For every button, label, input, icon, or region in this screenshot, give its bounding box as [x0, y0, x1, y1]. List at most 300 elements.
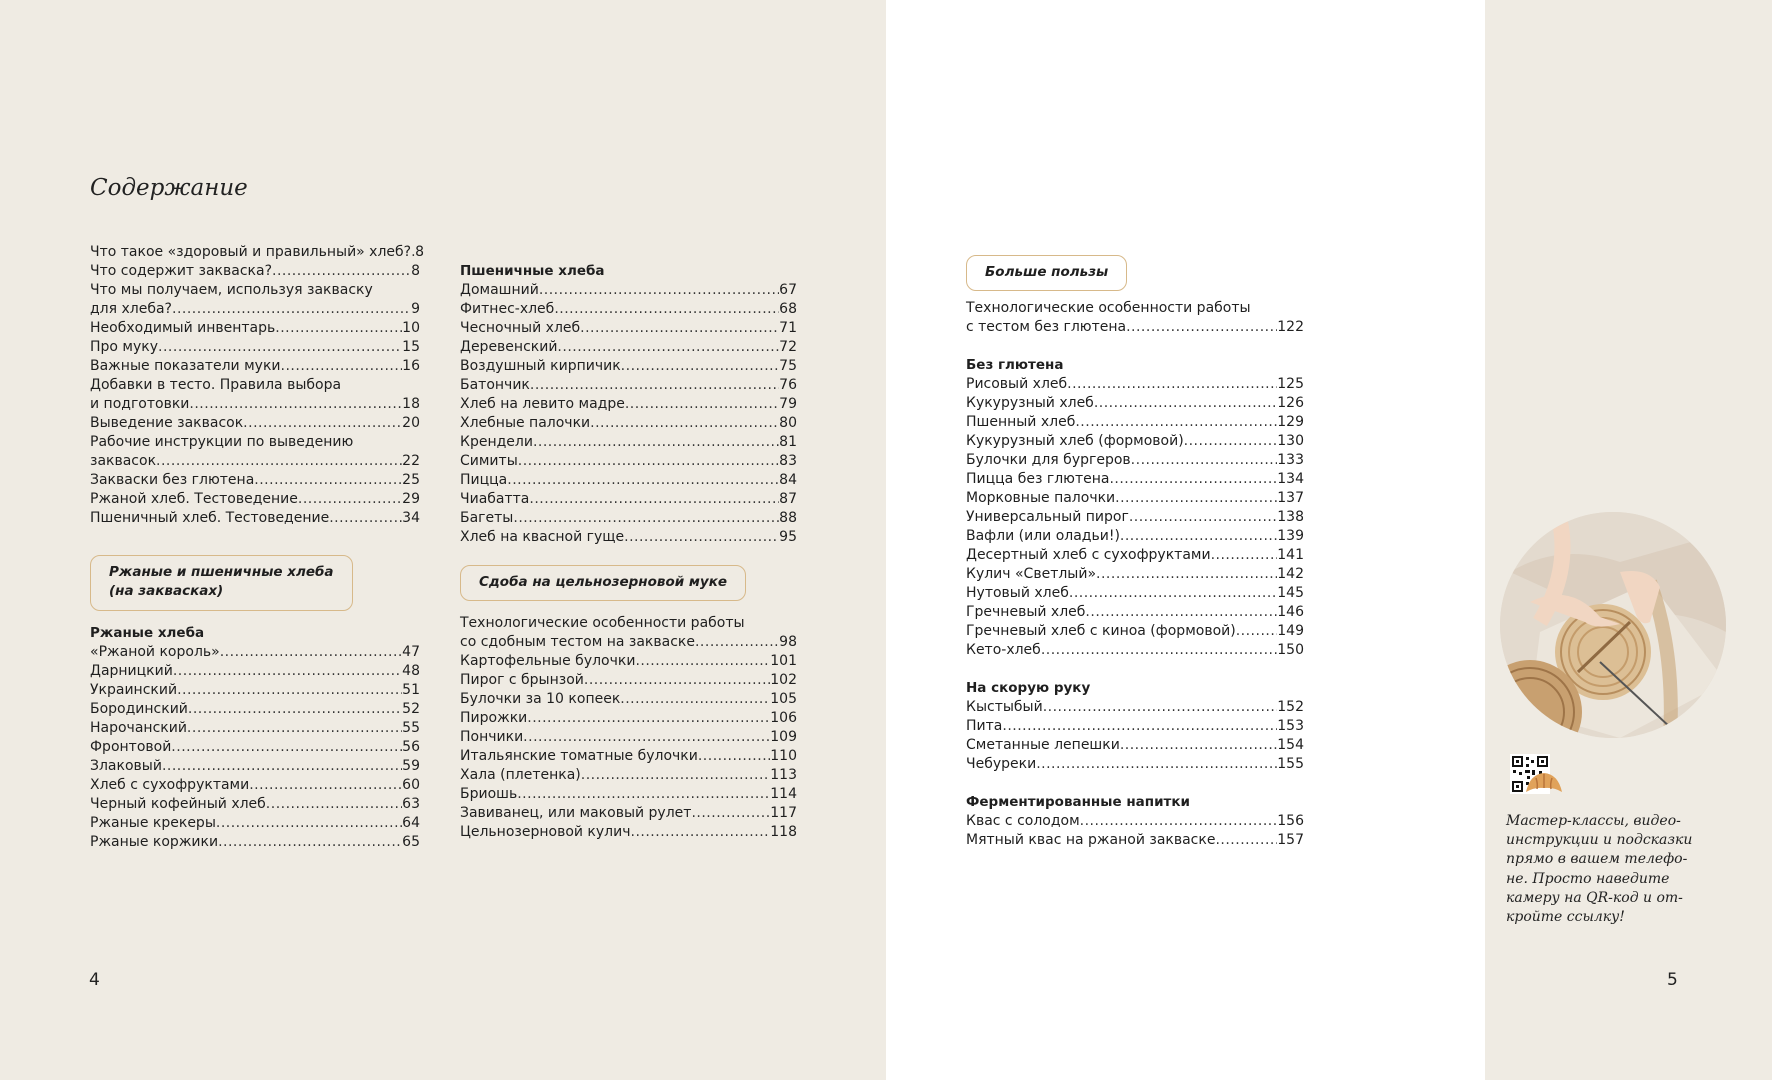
- toc-entry: [460, 804, 797, 823]
- toc-entry-title: Пирожки: [460, 710, 528, 726]
- section-heading-wheat: Пшеничные хлеба: [460, 263, 605, 279]
- toc-entry: [90, 243, 425, 262]
- toc-entry: [90, 662, 420, 681]
- toc-entry-title: Булочки для бургеров: [966, 452, 1131, 468]
- toc-entry-page: 125: [1277, 376, 1304, 392]
- toc-entry-title: Ржаные коржики: [90, 834, 219, 850]
- toc-entry-title: Фронтовой: [90, 739, 172, 755]
- toc-entry-page: 150: [1277, 642, 1304, 658]
- toc-entry: [966, 736, 1304, 755]
- note-line: кройте ссылку!: [1506, 909, 1625, 926]
- toc-entry-title: Крендели: [460, 434, 533, 450]
- toc-dot-leader: [177, 681, 402, 700]
- toc-entry-title: Чиабатта: [460, 491, 530, 507]
- toc-entry-title: Пончики: [460, 729, 524, 745]
- note-line: не. Просто наведите: [1506, 870, 1670, 887]
- toc-entry-page: 102: [770, 672, 797, 688]
- page-number-left: 4: [89, 970, 100, 990]
- toc-dot-leader: [216, 814, 402, 833]
- toc-entry-title: Гречневый хлеб: [966, 604, 1086, 620]
- toc-entry-page: 64: [402, 815, 420, 831]
- toc-dot-leader: [1184, 432, 1278, 451]
- toc-entry-title: Злаковый: [90, 758, 162, 774]
- toc-entry: [90, 643, 420, 662]
- toc-entry-title: Фитнес-хлеб: [460, 301, 555, 317]
- toc-entry: [460, 823, 797, 842]
- toc-entry-title: Кулич «Светлый»: [966, 566, 1097, 582]
- toc-entry-title: Завиванец, или маковый рулет: [460, 805, 692, 821]
- toc-entry-title: Выведение заквасок: [90, 415, 244, 431]
- toc-entry-page: 137: [1277, 490, 1304, 506]
- toc-entry-page: 134: [1277, 471, 1304, 487]
- toc-entry-page: 157: [1277, 832, 1304, 848]
- toc-dot-leader: [1109, 470, 1277, 489]
- toc-entry-title: Универсальный пирог: [966, 509, 1129, 525]
- toc-entry-page: 110: [770, 748, 797, 764]
- toc-entry: [460, 395, 797, 414]
- toc-entry-title: Хала (плетенка): [460, 767, 581, 783]
- toc-entry-page: 55: [402, 720, 420, 736]
- toc-entry: [460, 414, 797, 433]
- toc-entry-page: 154: [1277, 737, 1304, 753]
- toc-entry: [966, 375, 1304, 394]
- section-heading: Ферментированные напитки: [966, 794, 1190, 810]
- toc-entry-title: Хлебные палочки: [460, 415, 591, 431]
- toc-entry-title: Украинский: [90, 682, 178, 698]
- toc-dot-leader: [1036, 755, 1277, 774]
- toc-entry-page: 130: [1277, 433, 1304, 449]
- toc-entry-page: 60: [402, 777, 420, 793]
- toc-dot-leader: [158, 338, 402, 357]
- toc-entry: [966, 622, 1304, 641]
- toc-entry-title: Что содержит закваска?: [90, 263, 272, 279]
- toc-entry-page: 15: [402, 339, 420, 355]
- toc-entry-title: Хлеб с сухофруктами: [90, 777, 250, 793]
- toc-entry: [90, 490, 420, 509]
- toc-entry: [966, 831, 1304, 850]
- toc-dot-leader: [187, 719, 402, 738]
- toc-column-2: [460, 262, 797, 842]
- toc-dot-leader: [523, 728, 770, 747]
- toc-entry-title: Сметанные лепешки: [966, 737, 1120, 753]
- toc-entry: [966, 413, 1304, 432]
- toc-entry: [90, 833, 420, 852]
- toc-entry-page: 67: [779, 282, 797, 298]
- toc-entry: [90, 452, 420, 471]
- toc-entry-title: Кукурузный хлеб: [966, 395, 1094, 411]
- toc-entry-page: 22: [402, 453, 420, 469]
- toc-entry-title: Чебуреки: [966, 756, 1037, 772]
- toc-entry-page: 16: [402, 358, 420, 374]
- croissant-icon: [1524, 770, 1564, 796]
- toc-entry: [90, 776, 420, 795]
- toc-entry-title: Необходимый инвентарь: [90, 320, 276, 336]
- toc-entry: [90, 395, 420, 414]
- toc-entry: [966, 508, 1304, 527]
- toc-dot-leader: [507, 471, 779, 490]
- toc-dot-leader: [533, 433, 779, 452]
- toc-entry-page: 95: [779, 529, 797, 545]
- toc-entry-page: 79: [779, 396, 797, 412]
- toc-entry-title: Итальянские томатные булочки: [460, 748, 698, 764]
- toc-dot-leader: [1215, 831, 1277, 850]
- section-pill-sdoba: Сдоба на цельнозерновой муке: [460, 565, 746, 601]
- toc-entry: [966, 451, 1304, 470]
- toc-dot-leader: [275, 319, 402, 338]
- toc-entry: [460, 528, 797, 547]
- toc-dot-leader: [243, 414, 402, 433]
- toc-entry: [966, 812, 1304, 831]
- toc-entry-title: Пшенный хлеб: [966, 414, 1076, 430]
- toc-dot-leader: [266, 795, 402, 814]
- toc-dot-leader: [1002, 717, 1277, 736]
- toc-dot-leader: [1211, 546, 1278, 565]
- toc-entry: [966, 470, 1304, 489]
- toc-entry-title: Нутовый хлеб: [966, 585, 1069, 601]
- toc-entry-title: Домашний: [460, 282, 539, 298]
- section-pill-line-1: Ржаные и пшеничные хлеба: [109, 564, 334, 580]
- toc-dot-leader: [530, 376, 779, 395]
- toc-entry-title: Пицца без глютена: [966, 471, 1110, 487]
- toc-entry: [90, 700, 420, 719]
- toc-entry-title: Пшеничный хлеб. Тестоведение: [90, 510, 330, 526]
- page-title: Содержание: [90, 175, 248, 201]
- toc-entry: [966, 489, 1304, 508]
- section-heading-rye: Ржаные хлеба: [90, 625, 205, 641]
- note-line: Мастер-классы, видео-: [1506, 813, 1681, 829]
- toc-dot-leader: [1096, 565, 1277, 584]
- toc-entry-title: Картофельные булочки: [460, 653, 636, 669]
- toc-entry-page: 145: [1277, 585, 1304, 601]
- toc-entry-page: 52: [402, 701, 420, 717]
- toc-entry: [460, 785, 797, 804]
- toc-dot-leader: [1094, 394, 1277, 413]
- toc-entry-title: Про муку: [90, 339, 159, 355]
- toc-dot-leader: [281, 357, 403, 376]
- toc-entry-page: 68: [779, 301, 797, 317]
- toc-entry-title: Вафли (или оладьи!): [966, 528, 1120, 544]
- toc-entry-title: Черный кофейный хлеб: [90, 796, 266, 812]
- toc-entry-page: 25: [402, 472, 420, 488]
- toc-entry: [966, 432, 1304, 451]
- toc-entry: [966, 641, 1304, 660]
- toc-entry-title: Рисовый хлеб: [966, 376, 1068, 392]
- toc-entry: [460, 471, 797, 490]
- toc-entry-page: 80: [779, 415, 797, 431]
- toc-dot-leader: [220, 643, 402, 662]
- toc-entry: [460, 509, 797, 528]
- toc-entry-page: 83: [779, 453, 797, 469]
- toc-entry-page: 129: [1277, 414, 1304, 430]
- toc-entry: [90, 814, 420, 833]
- toc-entry-title: Бриошь: [460, 786, 518, 802]
- toc-entry-page: 139: [1277, 528, 1304, 544]
- toc-entry-page: 109: [770, 729, 797, 745]
- toc-dot-leader: [162, 757, 402, 776]
- note-line: прямо в вашем телефо-: [1506, 851, 1688, 868]
- toc-dot-leader: [1120, 527, 1277, 546]
- toc-entry-title: Симиты: [460, 453, 518, 469]
- toc-entry-page: 20: [402, 415, 420, 431]
- toc-entry-title: для хлеба?: [90, 301, 172, 317]
- toc-entry-page: 156: [1277, 813, 1304, 829]
- toc-dot-leader: [529, 490, 779, 509]
- toc-entry-page: 106: [770, 710, 797, 726]
- toc-entry-page: 65: [402, 834, 420, 850]
- toc-entry: [966, 717, 1304, 736]
- section-spacer: [966, 660, 1304, 679]
- toc-dot-leader: [698, 747, 770, 766]
- toc-entry-title: Хлеб на квасной гуще: [460, 529, 625, 545]
- toc-dot-leader: [518, 452, 779, 471]
- toc-entry: [966, 318, 1304, 337]
- toc-entry: [460, 376, 797, 395]
- toc-entry-page: 10: [402, 320, 420, 336]
- toc-entry: [90, 414, 420, 433]
- toc-entry-title: Закваски без глютена: [90, 472, 255, 488]
- toc-entry: [966, 584, 1304, 603]
- toc-dot-leader: [1129, 508, 1277, 527]
- toc-dot-leader: [527, 709, 770, 728]
- toc-dot-leader: [173, 662, 402, 681]
- section-heading: Без глютена: [966, 357, 1064, 373]
- toc-entry-page: 47: [402, 644, 420, 660]
- toc-dot-leader: [1041, 641, 1277, 660]
- toc-entry: [460, 747, 797, 766]
- toc-entry-title: заквасок: [90, 453, 157, 469]
- toc-entry-page: 87: [779, 491, 797, 507]
- toc-entry-page: 142: [1277, 566, 1304, 582]
- toc-dot-leader: [298, 490, 402, 509]
- toc-entry: [90, 262, 420, 281]
- toc-entry-title: Мятный квас на ржаной закваске: [966, 832, 1216, 848]
- toc-entry-page: 149: [1277, 623, 1304, 639]
- toc-entry: [90, 471, 420, 490]
- toc-entry-text: Добавки в тесто. Правила выбора: [90, 377, 342, 393]
- toc-dot-leader: [513, 509, 779, 528]
- toc-entry: [90, 719, 420, 738]
- toc-entry: [90, 795, 420, 814]
- toc-dot-leader: [1067, 375, 1277, 394]
- toc-entry-title: «Ржаной король»: [90, 644, 220, 660]
- toc-entry-title: Деревенский: [460, 339, 558, 355]
- toc-dot-leader: [624, 528, 779, 547]
- toc-entry: [460, 690, 797, 709]
- toc-entry-page: 51: [402, 682, 420, 698]
- toc-entry-page: 146: [1277, 604, 1304, 620]
- toc-entry-page: 153: [1277, 718, 1304, 734]
- toc-entry: [966, 527, 1304, 546]
- toc-dot-leader: [188, 700, 402, 719]
- toc-dot-leader: [631, 823, 771, 842]
- toc-dot-leader: [249, 776, 402, 795]
- toc-dot-leader: [584, 671, 770, 690]
- toc-entry: [90, 757, 420, 776]
- toc-entry-page: 152: [1277, 699, 1304, 715]
- toc-dot-leader: [625, 395, 779, 414]
- toc-entry-page: 48: [402, 663, 420, 679]
- toc-entry-title: Батончик: [460, 377, 530, 393]
- toc-dot-leader: [539, 281, 779, 300]
- toc-dot-leader: [621, 357, 780, 376]
- toc-dot-leader: [557, 338, 779, 357]
- toc-entry-title: Гречневый хлеб с киноа (формовой): [966, 623, 1236, 639]
- toc-entry-title: Пита: [966, 718, 1003, 734]
- toc-entry-page: 76: [779, 377, 797, 393]
- toc-dot-leader: [329, 509, 402, 528]
- toc-entry-title: Бородинский: [90, 701, 188, 717]
- toc-dot-leader: [635, 652, 770, 671]
- toc-dot-leader: [1085, 603, 1277, 622]
- toc-entry-page: 155: [1277, 756, 1304, 772]
- toc-entry-page: 101: [770, 653, 797, 669]
- toc-entry: [966, 603, 1304, 622]
- toc-entry: [90, 319, 420, 338]
- toc-entry-title: Что такое «здоровый и правильный» хлеб?: [90, 244, 412, 260]
- toc-entry: [90, 338, 420, 357]
- toc-entry: [966, 698, 1304, 717]
- toc-entry: [90, 509, 420, 528]
- toc-dot-leader: [1236, 622, 1278, 641]
- toc-entry-title: Пирог с брынзой: [460, 672, 584, 688]
- bread-scoring-illustration-icon: [1500, 512, 1726, 738]
- toc-entry-title: и подготовки: [90, 396, 190, 412]
- toc-entry: [90, 681, 420, 700]
- toc-entry-title: Кето-хлеб: [966, 642, 1041, 658]
- section-heading: На скорую руку: [966, 680, 1091, 696]
- section-pill-line-2: (на заквасках): [109, 583, 224, 599]
- toc-entry: [460, 319, 797, 338]
- toc-entry-title: Воздушный кирпичик: [460, 358, 621, 374]
- toc-entry: [966, 565, 1304, 584]
- toc-dot-leader: [156, 452, 402, 471]
- toc-entry: [90, 300, 420, 319]
- toc-entry: [460, 766, 797, 785]
- toc-entry-page: 113: [770, 767, 797, 783]
- toc-entry-title: со сдобным тестом на закваске: [460, 634, 695, 650]
- toc-entry-page: 118: [770, 824, 797, 840]
- qr-instruction-note: [1506, 812, 1696, 927]
- toc-entry-page: 59: [402, 758, 420, 774]
- toc-entry: [966, 546, 1304, 565]
- toc-entry-title: Кукурузный хлеб (формовой): [966, 433, 1184, 449]
- toc-dot-leader: [590, 414, 779, 433]
- note-line: инструкции и подсказки: [1506, 832, 1693, 849]
- toc-dot-leader: [620, 690, 770, 709]
- toc-entry: [966, 755, 1304, 774]
- toc-entry: [460, 709, 797, 728]
- toc-entry-title: Ржаные крекеры: [90, 815, 216, 831]
- toc-entry-text: Что мы получаем, используя закваску: [90, 282, 373, 298]
- toc-column-3: [966, 255, 1304, 850]
- toc-entry-page: 75: [779, 358, 797, 374]
- toc-dot-leader: [172, 300, 411, 319]
- toc-entry: [460, 728, 797, 747]
- toc-entry-page: 105: [770, 691, 797, 707]
- toc-dot-leader: [218, 833, 402, 852]
- note-line: камеру на QR-код и от-: [1506, 889, 1683, 906]
- toc-dot-leader: [171, 738, 402, 757]
- toc-dot-leader: [1131, 451, 1278, 470]
- toc-entry-title: с тестом без глютена: [966, 319, 1127, 335]
- toc-entry-title: Цельнозерновой кулич: [460, 824, 631, 840]
- toc-entry-text: Технологические особенности работы: [966, 300, 1251, 316]
- toc-entry: [460, 490, 797, 509]
- toc-entry-title: Пицца: [460, 472, 508, 488]
- toc-entry-title: Хлеб на левито мадре: [460, 396, 625, 412]
- toc-entry: [90, 738, 420, 757]
- toc-dot-leader: [695, 633, 779, 652]
- toc-entry-title: Нарочанский: [90, 720, 187, 736]
- toc-entry: [460, 357, 797, 376]
- toc-entry-page: 126: [1277, 395, 1304, 411]
- toc-entry-page: 84: [779, 472, 797, 488]
- toc-entry-page: 29: [402, 491, 420, 507]
- toc-entry: [90, 357, 420, 376]
- toc-entry: [460, 433, 797, 452]
- section-pill-rye-wheat: [90, 555, 353, 611]
- toc-entry-text: Рабочие инструкции по выведению: [90, 434, 354, 450]
- page-number-right: 5: [1667, 970, 1678, 990]
- toc-entry-page: 8: [411, 263, 420, 279]
- toc-dot-leader: [580, 319, 779, 338]
- toc-entry-page: 141: [1277, 547, 1304, 563]
- toc-entry-page: 34: [402, 510, 420, 526]
- toc-dot-leader: [1069, 584, 1277, 603]
- toc-entry-page: 88: [779, 510, 797, 526]
- toc-entry-page: 122: [1277, 319, 1304, 335]
- toc-dot-leader: [1126, 318, 1277, 337]
- toc-entry: [460, 300, 797, 319]
- toc-dot-leader: [517, 785, 770, 804]
- toc-entry: [460, 671, 797, 690]
- toc-entry-title: Кыстыбый: [966, 699, 1043, 715]
- toc-entry-page: 56: [402, 739, 420, 755]
- toc-column-1: [90, 243, 425, 852]
- section-pill-more-benefit: Больше пользы: [966, 255, 1127, 291]
- toc-entry-title: Дарницкий: [90, 663, 173, 679]
- toc-entry-page: 81: [779, 434, 797, 450]
- toc-entry-page: 117: [770, 805, 797, 821]
- toc-entry-page: 133: [1277, 452, 1304, 468]
- toc-entry: [966, 394, 1304, 413]
- section-spacer: [966, 774, 1304, 793]
- toc-dot-leader: [1075, 413, 1277, 432]
- toc-entry-page: 114: [770, 786, 797, 802]
- toc-entry-page: 63: [402, 796, 420, 812]
- toc-dot-leader: [189, 395, 402, 414]
- toc-entry-page: 9: [411, 301, 420, 317]
- toc-entry-title: Багеты: [460, 510, 514, 526]
- toc-entry-page: 138: [1277, 509, 1304, 525]
- toc-entry-title: Десертный хлеб с сухофруктами: [966, 547, 1211, 563]
- toc-dot-leader: [581, 766, 771, 785]
- toc-dot-leader: [1120, 736, 1277, 755]
- toc-dot-leader: [254, 471, 402, 490]
- toc-entry: [460, 652, 797, 671]
- toc-dot-leader: [1080, 812, 1278, 831]
- toc-entry-title: Булочки за 10 копеек: [460, 691, 621, 707]
- toc-entry-title: Квас с солодом: [966, 813, 1080, 829]
- toc-entry-page: 8: [415, 244, 425, 260]
- toc-entry: [460, 338, 797, 357]
- toc-dot-leader: [691, 804, 770, 823]
- toc-entry: [460, 452, 797, 471]
- toc-entry-title: Морковные палочки: [966, 490, 1116, 506]
- toc-entry-title: Чесночный хлеб: [460, 320, 581, 336]
- toc-dot-leader: [554, 300, 779, 319]
- toc-entry-page: 72: [779, 339, 797, 355]
